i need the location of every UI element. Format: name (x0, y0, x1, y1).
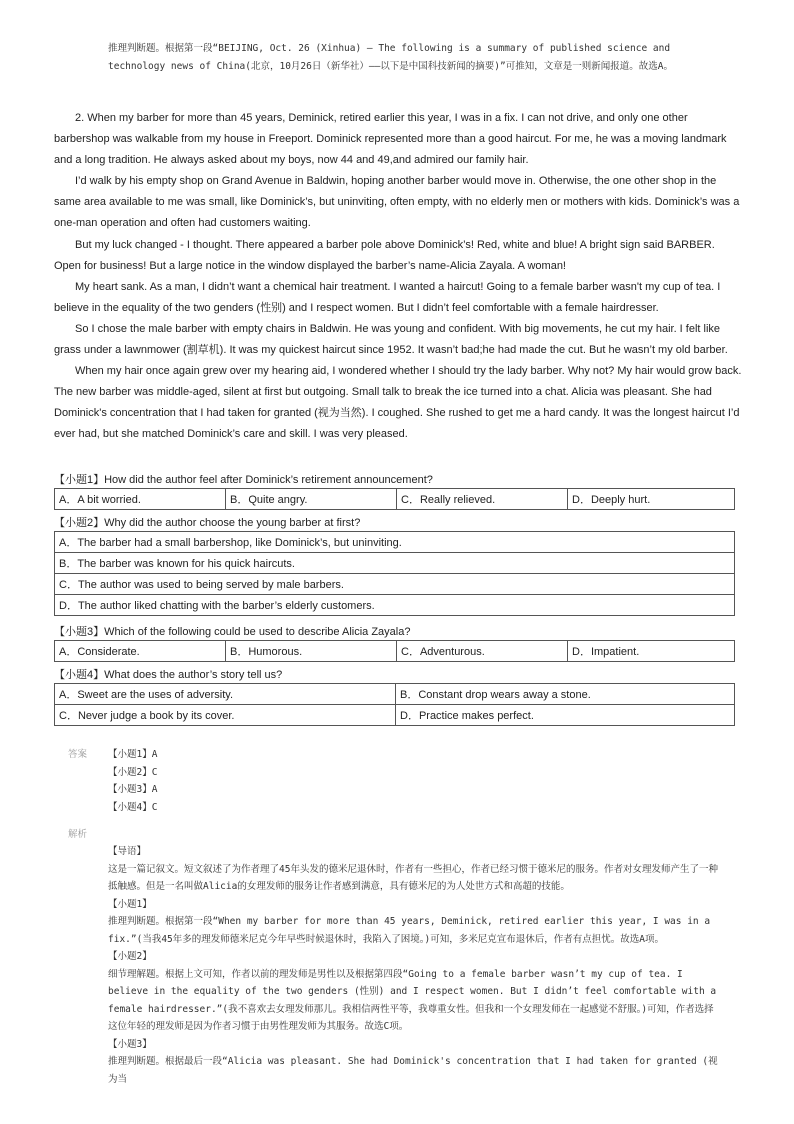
question-1-option-b: B．Quite angry. (226, 489, 397, 510)
answer-item: 【小题2】C (108, 766, 158, 778)
question-1-option-c: C．Really relieved. (397, 489, 568, 510)
analysis-text: 这是一篇记叙文。短文叙述了为作者理了45年头发的德米尼退休时，作者有一些担心，作者已经习惯于德米尼的服务。作者对女理发师产生了一种抵触感。但是一名叫做Alicia的女理发师的服务让作者感到满意，具有德米尼的为人处世方式和高超的技能。 (108, 863, 718, 892)
analysis-label: 解析 (68, 829, 88, 840)
analysis-heading: 【小题3】 (108, 1038, 152, 1050)
answer-list (108, 746, 157, 816)
question-4-option-b: B．Constant drop wears away a stone. (396, 684, 735, 705)
analysis-text: 推理判断题。根据最后一段“Alicia was pleasant. She had Dominick's concentration that I had taken for granted (视为当 (108, 1056, 718, 1085)
answer-item: 【小题4】C (108, 801, 158, 813)
question-4-option-c: C．Never judge a book by its cover. (55, 705, 396, 726)
analysis-heading: 【小题1】 (108, 898, 152, 910)
question-4-options (54, 683, 735, 726)
question-1-options (54, 488, 735, 510)
question-3-options (54, 640, 735, 662)
question-2-option-d: D．The author liked chatting with the barber’s elderly customers. (55, 595, 735, 616)
passage-paragraph: But my luck changed - I thought. There appeared a barber pole above Dominick’s! Red, white and blue! A bright sign said BARBER. Open for business! But a large notice in the window displayed the barber’s name-Alicia Zayala. A woman! (54, 238, 715, 272)
passage-paragraph: 2. When my barber for more than 45 years, Deminick, retired earlier this year, I was in a fix. I can not drive, and only one other barbershop was walkable from my house in Freeport. Dominick represented more than a good haircut. For me, he was a moving landmark and a long tradition. He always asked about my boys, now 44 and 49,and admired our family hair. (54, 112, 727, 167)
question-2-options (54, 531, 735, 616)
question-2-option-a: A．The barber had a small barbershop, like Dominick’s, but uninviting. (55, 532, 735, 553)
question-2-option-c: C．The author was used to being served by male barbers. (55, 574, 735, 595)
passage-paragraph: So I chose the male barber with empty chairs in Baldwin. He was young and confident. With big movements, he cut my hair. I felt like grass under a lawnmower (割草机). It was my quickest haircut since 1952. It wasn’t bad;he had made the cut. But he wasn’t my old barber. (54, 322, 728, 357)
answer-item: 【小题1】A (108, 749, 158, 760)
question-4-title: 【小题4】What does the author’s story tell us? (54, 669, 283, 681)
analysis-section (108, 843, 720, 1088)
question-3-title: 【小题3】Which of the following could be used to describe Alicia Zayala? (54, 626, 411, 638)
question-4-option-d: D．Practice makes perfect. (396, 705, 735, 726)
question-1-option-a: A．A bit worried. (55, 489, 226, 510)
question-4-option-a: A．Sweet are the uses of adversity. (55, 684, 396, 705)
question-3-option-a: A．Considerate. (55, 641, 226, 662)
previous-answer-explanation: 推理判断题。根据第一段“BEIJING, Oct. 26 (Xinhua) — The following is a summary of published science and technology news of China(北京，10月26日（新华社）——以下是中国科技新闻的摘要)”可推知，文章是一则新闻报道。故选A。 (108, 43, 673, 72)
passage-paragraph: When my hair once again grew over my hearing aid, I wondered whether I should try the lady barber. Why not? My hair would grow back. The new barber was middle-aged, silent at first but outgoing. Small talk to break the ice turned into a chat. Alicia was pleasant. She had Dominick's concentration that I had taken for granted (视为当然). I coughed. She rushed to get me a hard candy. It was the longest haircut I’d ever had, but she matched Dominick’s care and skill. I was very pleased. (54, 365, 742, 441)
question-3-option-b: B．Humorous. (226, 641, 397, 662)
question-3-option-c: C．Adventurous. (397, 641, 568, 662)
passage-paragraph: I’d walk by his empty shop on Grand Avenue in Baldwin, hoping another barber would move in. Otherwise, the one other shop in the same area available to me was small, like Dominick’s, but uninviting, often empty, with no elderly men or mothers with kids. Dominick’s was a one-man operation and often had customers waiting. (54, 175, 740, 230)
analysis-text: 推理判断题。根据第一段“When my barber for more than 45 years, Deminick, retired earlier this year, I was in a fix.”(当我45年多的理发师德米尼克今年早些时候退休时，我陷入了困境。)可知，多米尼克宣布退休后，作者有点担忧。故选A项。 (108, 916, 711, 945)
analysis-heading: 【小题2】 (108, 951, 152, 962)
answer-label: 答案 (68, 749, 88, 760)
question-2-option-b: B．The barber was known for his quick haircuts. (55, 553, 735, 574)
question-2-title: 【小题2】Why did the author choose the young barber at first? (54, 517, 361, 529)
question-1-title: 【小题1】How did the author feel after Dominick’s retirement announcement? (54, 474, 433, 486)
question-3-option-d: D．Impatient. (568, 641, 735, 662)
answer-item: 【小题3】A (108, 784, 158, 795)
question-1-option-d: D．Deeply hurt. (568, 489, 735, 510)
analysis-heading: 【导语】 (108, 846, 147, 857)
analysis-text: 细节理解题。根据上文可知，作者以前的理发师是男性以及根据第四段“Going to a female barber wasn’t my cup of tea. I believe in the equality of the two genders (性别) and I respect women. But I didn’t feel comfortable with a female hairdresser.”(我不喜欢去女理发师那儿。我相信两性平等，我尊重女性。但我和一个女理发师在一起感觉不舒服。)可知，作者选择这位年轻的理发师是因为作者习惯于由男性理发师为其服务。故选C项。 (108, 968, 717, 1032)
passage-paragraph: My heart sank. As a man, I didn’t want a chemical hair treatment. I wanted a haircut! Going to a female barber wasn't my cup of tea. I believe in the equality of the two genders (性别) and I respect women. But I didn’t feel comfortable with a female hairdresser. (54, 280, 721, 314)
reading-passage (54, 108, 744, 446)
